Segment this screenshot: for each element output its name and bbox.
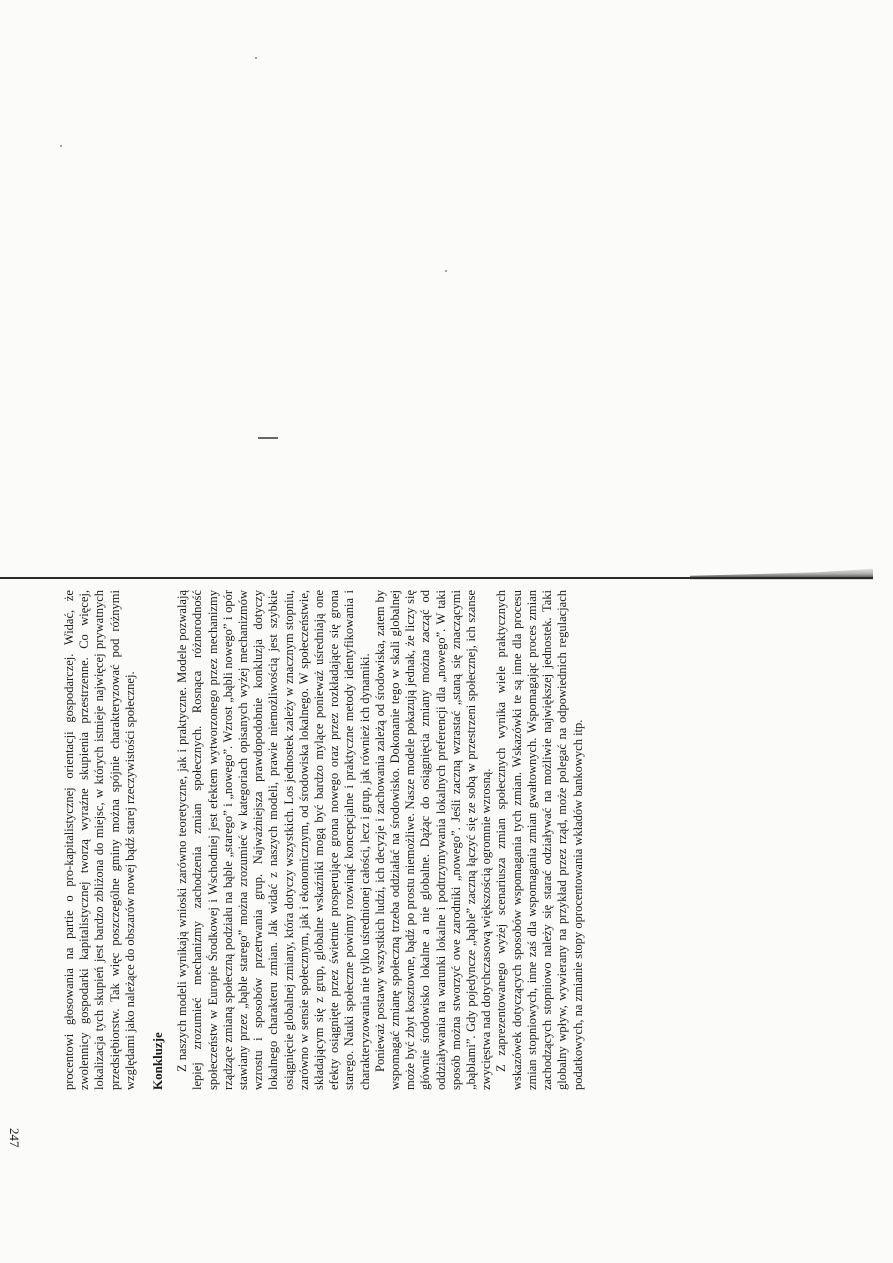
scan-speck: [445, 270, 447, 272]
section-heading: Konkluzje: [150, 1032, 166, 1090]
scan-mark: [258, 437, 278, 439]
scan-shadow: [690, 566, 873, 580]
scan-speck: [255, 57, 257, 59]
text-block: [62, 590, 822, 1090]
body-paragraph-3: Z zaprezentowanego wyżej scenariusza zmian społecznych wynika wiele praktycznych wskazówek dotyczących sposobów wspomagania tych zmian. Wskazówki te są inne dla procesu zmian stopniowych, inne zaś dla wspomagania zmian gwałtownych. Wspomagając proces zmian zachodzących stopniowo należy się starać odziaływać na możliwie największej jednostek. Taki globalny wpływ, wywierany na przykład przez rząd, może polegać na odpowiednich regulacjach podatkowych, na zmianie stopy oprocentowania wkładów bankowych itp.: [494, 590, 585, 1090]
body-paragraph-2: Ponieważ postawy wszystkich ludzi, ich decyzje i zachowania zależą od środowiska, zatem by wspomagać zmianę społeczną trzeba oddziałać na środowisko. Dokonanie tego w skali globalnej może być zbyt kosztowne, bądź po prostu niemożliwe. Nasze modele pokazują jednak, że liczy się głównie środowisko lokalne a nie globalne. Dążąc do osiągnięcia zmiany można zacząć od oddziaływania na warunki lokalne i podtrzymywania lokalnych preferencji dla „nowego”. W taki sposób można stworzyć owe zarodniki „nowego”. Jeśli zaczną wzrastać „staną się znaczącymi „bąblami”. Gdy pojedyncze „bąble” zaczną łączyć się ze sobą w przestrzeni społecznej, ich szanse zwycięstwa nad dotychczasową większością ogromnie wzrosną.: [372, 590, 494, 1090]
body-paragraph-1: Z naszych modeli wynikają wnioski zarówno teoretyczne, jak i praktyczne. Modele pozwalają lepiej zrozumieć mechanizmy zachodzenia zmian społecznych. Rosnąca różnorodność społeczeństw w Europie Środkowej i Wschodniej jest efektem wytworzonego przez mechanizmy rządzące zmianą społeczną podziału na bąble „starego” i „nowego”. Wzrost „bąbli nowego” i opór stawiany przez „bąble starego” można zrozumieć w kategoriach opisanych wyżej mechanizmów wzrostu i sposobów przetrwania grup. Najważniejsza prawdopodobnie konkluzja dotyczy lokalnego charakteru zmian. Jak widać z naszych modeli, prawie niemożliwością jest szybkie osiągnięcie globalnej zmiany, która dotyczy wszystkich. Los jednostek zależy w znacznym stopniu, zarówno w sensie społecznym, jak i ekonomicznym, od środowiska lokalnego. W społeczeństwie, składającym się z grup, globalne wskaźniki mogą być bardzo mylące ponieważ uśredniają one efekty osiągnięte przez świetnie prosperujące grona nowego oraz przez rozkładające się grona starego. Nauki społeczne powinny rozwinąć koncepcjalne i praktyczne metody identyfikowania i charakteryzowania nie tylko uśrednionej całości, lecz i grup, jak również ich dynamiki.: [175, 590, 372, 1090]
page-number: 247: [7, 1128, 22, 1148]
intro-paragraph: procentowi głosowania na partie o pro-kapitalistycznej orientacji gospodarczej. Widać, że zwolennicy gospodarki kapitalistycznej tworzą wyraźne skupienia przestrzenne. Co więcej, lokalizacja tych skupień jest bardzo zbliżona do miejsc, w których istnieje najwięcej prywatnych przedsiębiorstw. Tak więc poszczególne gminy można spójnie charakteryzować pod różnymi względami jako należące do obszarów nowej bądź starej rzeczywistości społecznej.: [62, 590, 137, 1090]
scan-speck: [60, 145, 62, 147]
rotated-text-column: [62, 590, 822, 1090]
